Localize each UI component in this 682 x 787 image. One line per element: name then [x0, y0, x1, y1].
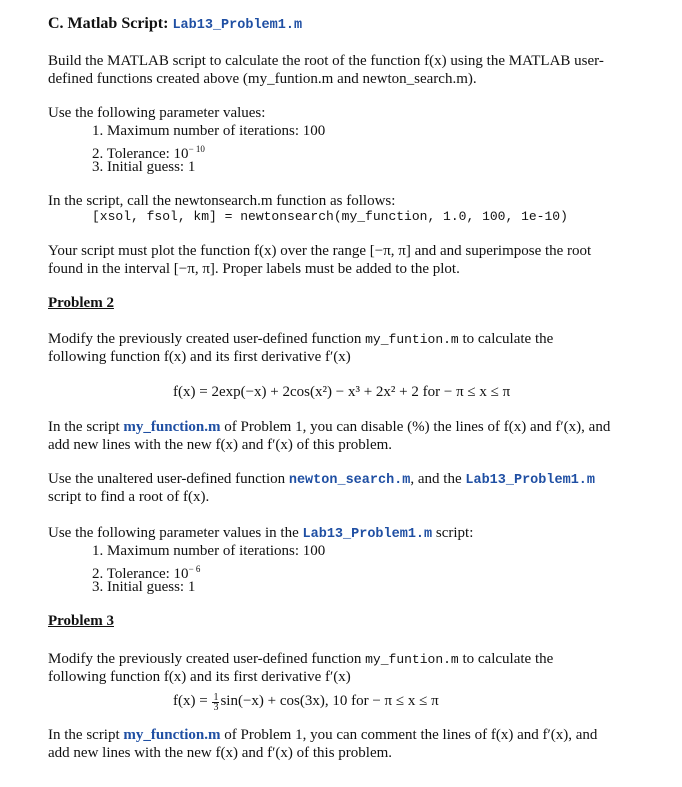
p2-disable-line-2: add new lines with the new f(x) and f′(x) of this problem.	[48, 437, 393, 453]
p2-modify-line-1	[48, 330, 553, 349]
p2-modify-text: Modify the previously created user-defined function	[48, 331, 366, 347]
p2-disable-filename: my_function.m	[123, 419, 221, 435]
section-heading	[48, 15, 302, 35]
p3-equation-lhs: f(x) =	[173, 693, 208, 709]
p3-equation-fraction	[212, 693, 219, 712]
p2-unaltered-filename-2: Lab13_Problem1.m	[465, 473, 595, 488]
params-intro: Use the following parameter values:	[48, 105, 266, 121]
p3-modify-text: Modify the previously created user-defined function	[48, 651, 366, 667]
p2-unaltered-line-1	[48, 470, 595, 490]
intro-line-2: defined functions created above (my_funtion.m and newton_search.m).	[48, 71, 477, 87]
plot-line-2: found in the interval [−π, π]. Proper labels must be added to the plot.	[48, 261, 460, 277]
param-item-initial-guess: 3. Initial guess: 1	[92, 159, 196, 175]
p2-tolerance-exponent: − 6	[188, 564, 201, 574]
p2-params-text-end: script:	[432, 525, 474, 541]
p3-comment-text-end: of Problem 1, you can comment the lines of f(x) and f′(x), and	[220, 727, 598, 743]
p2-disable-text-end: of Problem 1, you can disable (%) the lines of f(x) and f′(x), and	[220, 419, 611, 435]
p3-modify-line-1	[48, 650, 553, 669]
p3-comment-text: In the script	[48, 727, 124, 743]
p3-fraction-denominator: 3	[213, 702, 219, 713]
p2-tolerance-base: 2. Tolerance: 10	[92, 566, 189, 582]
p2-param-item-initial-guess: 3. Initial guess: 1	[92, 579, 196, 595]
section-heading-prefix: C. Matlab Script:	[48, 15, 169, 32]
p3-equation	[173, 692, 439, 712]
p2-params-text: Use the following parameter values in the	[48, 525, 303, 541]
tolerance-exponent: − 10	[188, 144, 205, 154]
p2-disable-line-1	[48, 418, 610, 436]
p2-equation: f(x) = 2exp(−x) + 2cos(x²) − x³ + 2x² + 2 for − π ≤ x ≤ π	[173, 384, 511, 400]
p3-modify-text-end: to calculate the	[458, 651, 554, 667]
p2-modify-text-end: to calculate the	[458, 331, 554, 347]
plot-line-1: Your script must plot the function f(x) over the range [−π, π] and and superimpose the root	[48, 243, 592, 259]
intro-line-1: Build the MATLAB script to calculate the root of the function f(x) using the MATLAB user-	[48, 53, 604, 69]
p3-modify-filename: my_funtion.m	[365, 652, 459, 667]
call-intro: In the script, call the newtonsearch.m function as follows:	[48, 193, 396, 209]
p3-comment-line-1	[48, 726, 597, 744]
call-code: [xsol, fsol, km] = newtonsearch(my_function, 1.0, 100, 1e-10)	[92, 209, 568, 224]
p2-param-item-iterations: 1. Maximum number of iterations: 100	[92, 543, 326, 559]
problem-3-title: Problem 3	[48, 613, 114, 629]
p3-fraction-numerator: 1	[213, 692, 219, 703]
p3-comment-line-2: add new lines with the new f(x) and f′(x) of this problem.	[48, 745, 393, 761]
problem-2-title: Problem 2	[48, 295, 114, 311]
p2-modify-filename: my_funtion.m	[365, 332, 459, 347]
p2-unaltered-filename-1: newton_search.m	[288, 473, 411, 488]
p2-params-intro	[48, 524, 473, 544]
p2-disable-text: In the script	[48, 419, 124, 435]
p2-unaltered-line-2: script to find a root of f(x).	[48, 489, 210, 505]
p3-equation-rhs: sin(−x) + cos(3x), 10 for − π ≤ x ≤ π	[220, 693, 439, 709]
p3-modify-line-2: following function f(x) and its first derivative f′(x)	[48, 669, 351, 685]
section-heading-filename: Lab13_Problem1.m	[172, 18, 303, 33]
tolerance-base: 2. Tolerance: 10	[92, 146, 189, 162]
param-item-iterations: 1. Maximum number of iterations: 100	[92, 123, 326, 139]
p2-unaltered-text: Use the unaltered user-defined function	[48, 471, 289, 487]
p2-unaltered-text-mid: , and the	[410, 471, 466, 487]
p2-modify-line-2: following function f(x) and its first derivative f′(x)	[48, 349, 351, 365]
p2-params-filename: Lab13_Problem1.m	[302, 527, 433, 542]
p3-comment-filename: my_function.m	[123, 727, 221, 743]
